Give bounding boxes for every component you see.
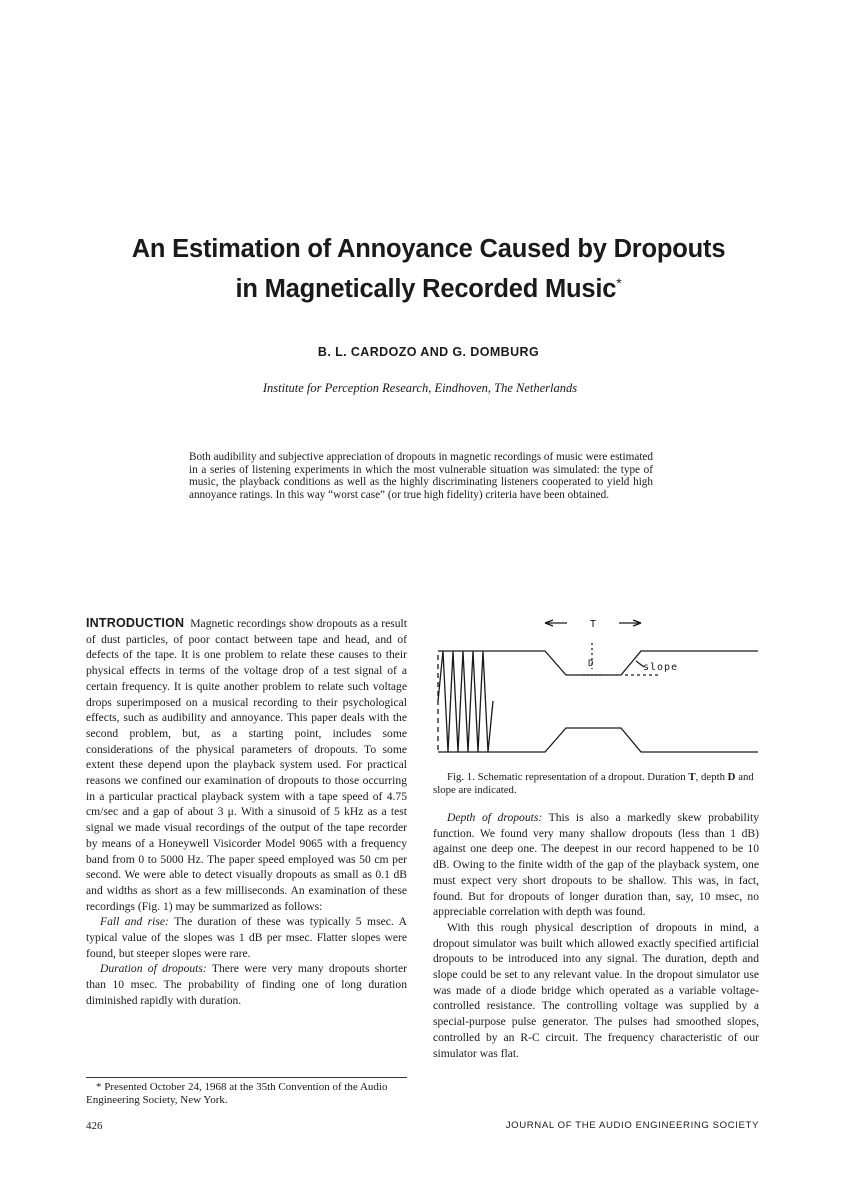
simulator-paragraph: With this rough physical description of dropouts in mind, a dropout simulator was built which allowed exactly specified artificial dropouts to be introduced into any signal. The duration, depth and slope could be set to any relevant value. In the dropout simulator use was made of a diode bridge which operated as a variable voltage-controlled resistance. The controlling voltage was supplied by a special-purpose pulse generator. The pulses had smoothed slopes, controlled by an R-C circuit. The frequency characteristic of our simulator was flat. xyxy=(433,920,759,1060)
depth-text: This is also a markedly skew probability function. We found very many shallow dropouts (less than 1 dB) against one deep one. The deepest in our record happened to be 10 dB. Owing to the finite width of the gap of the playback system, one must expect very short dropouts to be shallow. This was, in fact, found. But for dropouts of longer duration than, say, 10 msec, no appreciable correlation with depth was found. xyxy=(433,811,759,919)
authors: B. L. CARDOZO AND G. DOMBURG xyxy=(317,345,540,359)
figure-caption-text xyxy=(433,771,759,796)
figure-caption xyxy=(433,771,759,796)
duration-heading: Duration of dropouts: xyxy=(100,962,207,976)
introduction-paragraph xyxy=(86,616,407,914)
fall-rise-text: The duration of these was typically 5 msec. A typical value of the slopes was 1 dB per msec. Flatter slopes were found, but steeper slopes were rare. xyxy=(86,915,407,960)
duration-paragraph xyxy=(86,961,407,1008)
title-line-2 xyxy=(60,266,797,306)
depth-heading: Depth of dropouts: xyxy=(447,811,543,824)
caption-t: T xyxy=(688,771,696,783)
depth-paragraph xyxy=(433,810,759,920)
figure-label-d: D xyxy=(588,659,594,669)
page-number: 426 xyxy=(86,1120,103,1132)
title-line-1: An Estimation of Annoyance Caused by Dropouts xyxy=(131,235,726,263)
envelope-upper xyxy=(438,651,758,675)
carrier-sine-wave xyxy=(438,651,493,752)
caption-prefix: Fig. 1. Schematic representation of a dropout. Duration xyxy=(447,771,686,783)
title-line-2-text: in Magnetically Recorded Music xyxy=(235,275,617,303)
footnote xyxy=(86,1077,407,1107)
duration-text: There were very many dropouts shorter than 10 msec. The probability of finding one of long duration diminished rapidly with duration. xyxy=(86,962,407,1007)
figure-label-slope: slope xyxy=(643,662,679,673)
title-footnote-marker: * xyxy=(616,275,622,291)
paper-title xyxy=(60,232,797,306)
caption-suffix: and slope are indicated. xyxy=(433,771,754,796)
envelope-lower xyxy=(438,728,758,752)
abstract xyxy=(189,451,653,501)
left-column xyxy=(86,616,407,1009)
right-column xyxy=(433,810,759,1061)
fall-rise-heading: Fall and rise: xyxy=(100,915,169,929)
abstract-text: Both audibility and subjective appreciation of dropouts in magnetic recordings of music were estimated in a series of listening experiments in which the most vulnerable situation was simulated: the type of music, the playback conditions as well as the highly discriminating listeners cooperated to yield high annoyance ratings. In this way “worst case” (or true high fidelity) criteria have been obtained. xyxy=(189,451,653,501)
figure-label-t: T xyxy=(590,619,597,630)
introduction-text: Magnetic recordings show dropouts as a result of dust particles, of poor contact between tape and head, and of defects of the tape. It is one problem to relate these causes to their physical effects in terms of the voltage drop of a test signal of a certain frequency. It is quite another problem to relate such voltage drops superimposed on a musical recording to their psychological effects, such as audibility and annoyance. This paper deals with the second problem, but, as a starting point, includes some considerations of the physical parameters of dropouts. To some extent these depend upon the playback system used. For practical reasons we confined our examination of dropouts to those occurring in a particular practical playback system with a tape speed of 4.75 cm/sec and a gap of about 3 μ. With a sinusoid of 5 kHz as a test signal we made visual recordings of the output of the tape recorder by means of a Honeywell Visicorder Model 9065 with a frequency band from 0 to 5000 Hz. The paper speed employed was 50 cm per second. We were able to detect visually dropouts as small as 0.1 dB and widths as short as a few milliseconds. An examination of these recordings (Fig. 1) may be summarized as follows: xyxy=(86,617,407,913)
figure-dropout-diagram xyxy=(433,615,763,765)
journal-name: JOURNAL OF THE AUDIO ENGINEERING SOCIETY xyxy=(505,1120,759,1131)
caption-d: D xyxy=(727,771,736,783)
footnote-text: * Presented October 24, 1968 at the 35th Convention of the Audio Engineering Society, New York. xyxy=(86,1081,388,1106)
fall-rise-paragraph xyxy=(86,914,407,961)
introduction-heading: INTRODUCTION xyxy=(86,616,185,630)
affiliation: Institute for Perception Research, Eindhoven, The Netherlands xyxy=(262,381,578,395)
caption-mid: , depth xyxy=(695,771,725,783)
